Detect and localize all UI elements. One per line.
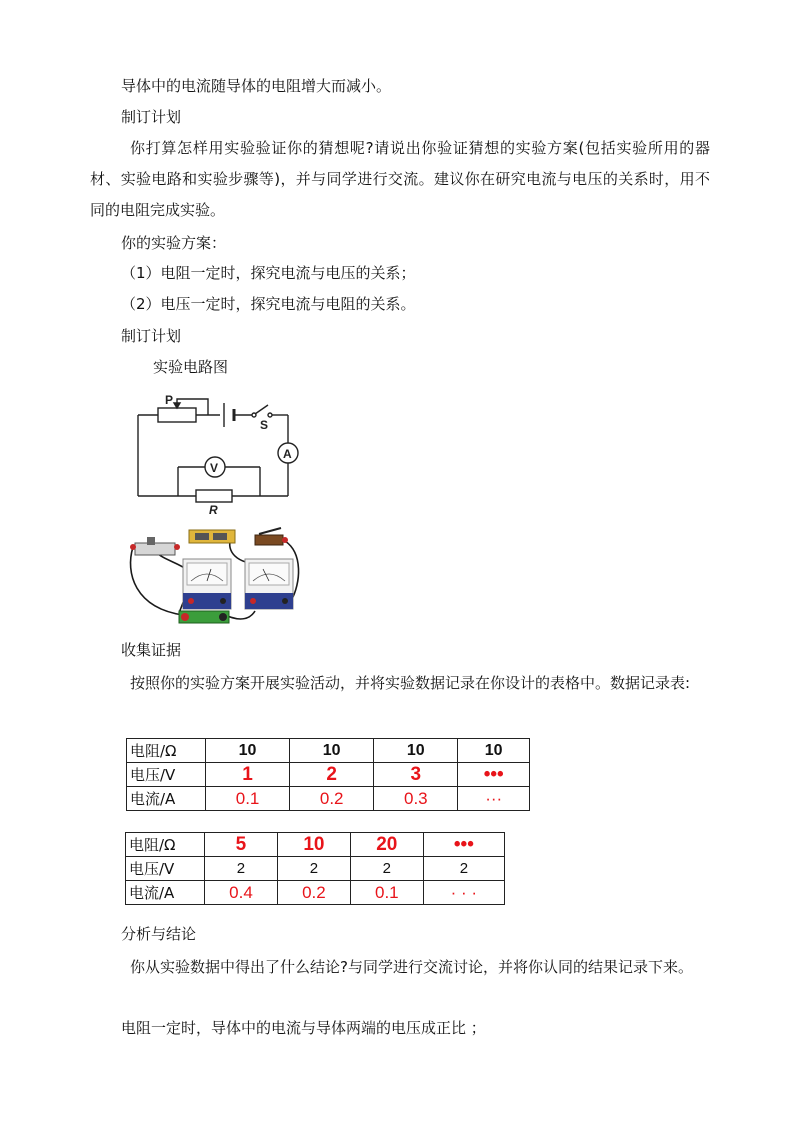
evidence-paragraph: 按照你的实验方案开展实验活动，并将实验数据记录在你设计的表格中。数据记录表: — [130, 674, 691, 692]
scheme-label: 你的实验方案： — [121, 234, 227, 252]
label-R: R — [209, 503, 218, 517]
label-S: S — [260, 418, 269, 432]
table-row — [126, 881, 505, 905]
plan-heading-1: 制订计划 — [121, 108, 182, 126]
analysis-heading: 分析与结论 — [121, 925, 197, 943]
plan-heading-2: 制订计划 — [121, 327, 182, 345]
table-cell: 0.1 — [206, 787, 290, 811]
scheme-item-1: （1）电阻一定时，探究电流与电压的关系； — [121, 264, 416, 282]
table-cell: ••• — [423, 833, 504, 857]
apparatus-photo — [125, 523, 305, 633]
table-cell: · · · — [423, 881, 504, 905]
table-cell: 0.1 — [350, 881, 423, 905]
table-cell: 2 — [423, 857, 504, 881]
rheostat — [158, 408, 196, 422]
table-row — [126, 857, 505, 881]
table-cell: 10 — [290, 739, 374, 763]
table-header-cell: 电阻/Ω — [126, 833, 205, 857]
table-header-cell: 电压/V — [126, 857, 205, 881]
circuit-diagram — [128, 383, 308, 518]
table-cell: 10 — [458, 739, 530, 763]
table-cell: 10 — [277, 833, 350, 857]
label-A: A — [283, 447, 292, 461]
table-row — [127, 763, 530, 787]
switch-lever — [255, 405, 268, 414]
table-cell: 2 — [277, 857, 350, 881]
photo-switch — [255, 535, 283, 545]
table-cell: 0.2 — [290, 787, 374, 811]
data-table-1 — [126, 738, 530, 811]
table-cell: 0.3 — [374, 787, 458, 811]
table-cell: 1 — [206, 763, 290, 787]
switch-contact-right — [268, 413, 272, 417]
plan-paragraph: 你打算怎样用实验验证你的猜想呢?请说出你验证猜想的实验方案(包括实验所用的器材、实验电路和实验步骤等)，并与同学进行交流。建议你在研究电流与电压的关系时，用不同的电阻完成实验。 — [90, 139, 710, 219]
table-row — [127, 787, 530, 811]
evidence-heading: 收集证据 — [121, 641, 182, 659]
table-header-cell: 电压/V — [127, 763, 206, 787]
circuit-caption: 实验电路图 — [153, 358, 229, 376]
resistor-R — [196, 490, 232, 502]
table-cell: 10 — [374, 739, 458, 763]
table-row — [126, 833, 505, 857]
scheme-item-2: （2）电压一定时，探究电流与电阻的关系。 — [121, 295, 416, 313]
conclusion-line: 电阻一定时，导体中的电流与导体两端的电压成正比 ； — [121, 1019, 486, 1037]
table-cell: 0.2 — [277, 881, 350, 905]
table-cell: 2 — [290, 763, 374, 787]
table-row — [127, 739, 530, 763]
hypothesis-line: 导体中的电流随导体的电阻增大而减小。 — [121, 77, 392, 95]
table-cell: 10 — [206, 739, 290, 763]
table-cell: ••• — [458, 763, 530, 787]
table-cell: ··· — [458, 787, 530, 811]
table-cell: 5 — [205, 833, 278, 857]
data-table-2 — [125, 832, 505, 905]
table-cell: 20 — [350, 833, 423, 857]
table-cell: 2 — [350, 857, 423, 881]
table-cell: 2 — [205, 857, 278, 881]
table-cell: 0.4 — [205, 881, 278, 905]
table-header-cell: 电流/A — [127, 787, 206, 811]
table-header-cell: 电流/A — [126, 881, 205, 905]
analysis-paragraph: 你从实验数据中得出了什么结论?与同学进行交流讨论，并将你认同的结果记录下来。 — [130, 958, 693, 976]
label-P: P — [165, 393, 174, 407]
table-header-cell: 电阻/Ω — [127, 739, 206, 763]
table-cell: 3 — [374, 763, 458, 787]
label-V: V — [210, 461, 219, 475]
